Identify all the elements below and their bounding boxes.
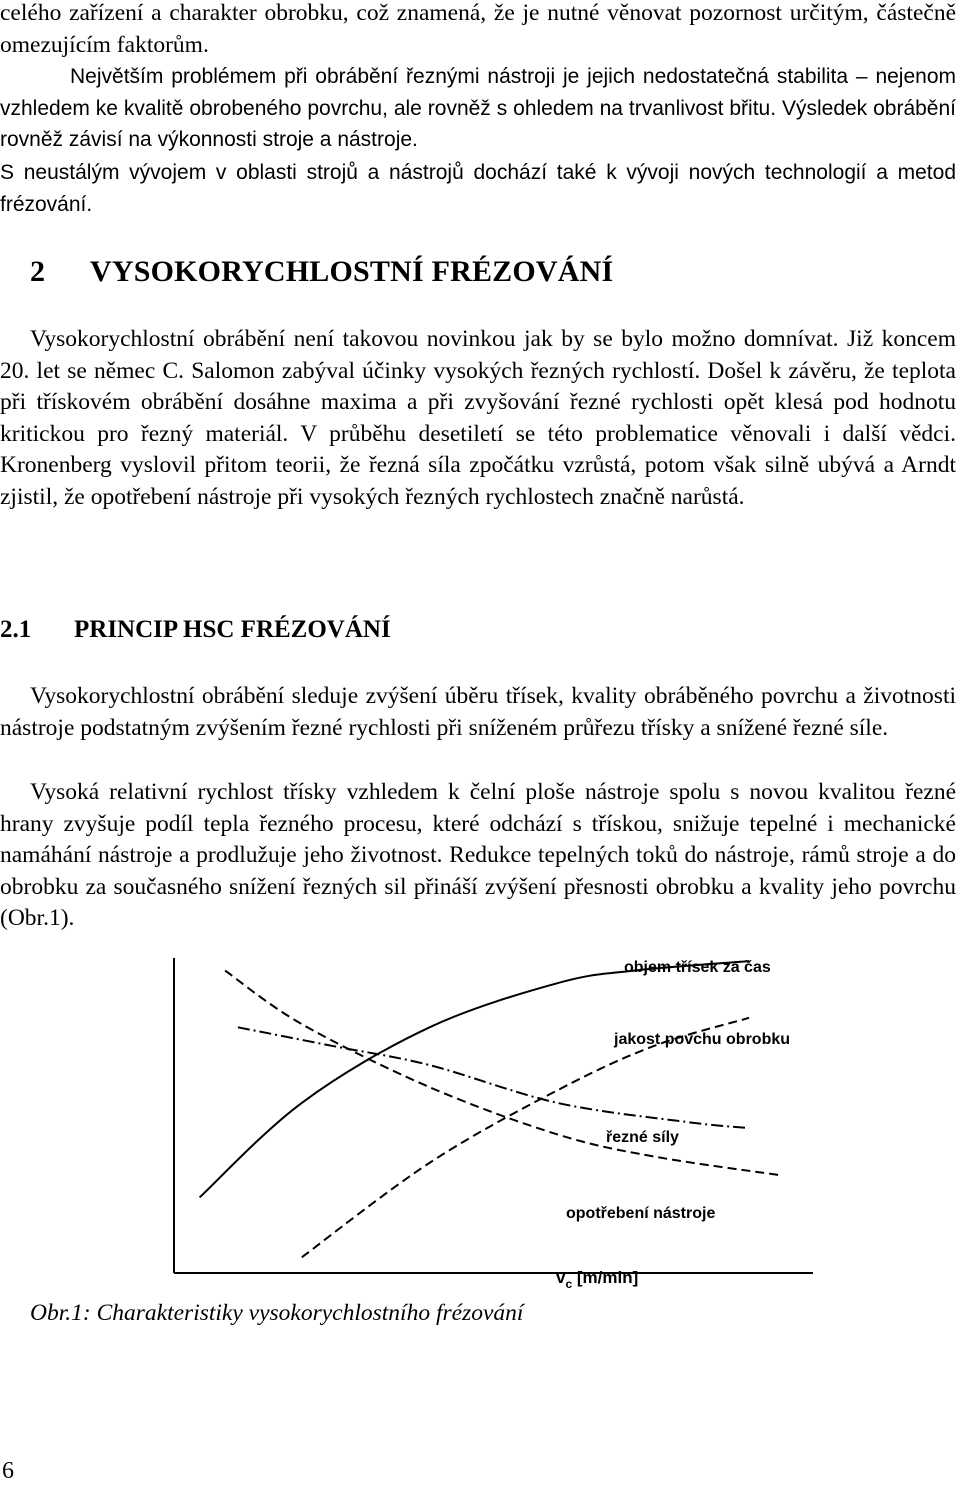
series-label-3: řezné síly (606, 1129, 679, 1146)
section-2-number: 2 (30, 255, 46, 288)
intro-paragraph-2: Největším problémem při obrábění řeznými nástroji je jejich nedostatečná stabilita – nejenom vzhledem ke kvalitě obrobeného povrchu, ale rovněž s ohledem na trvanlivost břitu. Výsledek obrábění rovněž závisí na výkonnosti stroje a nástroje. (0, 65, 956, 151)
section-2-1-heading (0, 616, 391, 644)
intro-paragraph-1: celého zařízení a charakter obrobku, což znamená, že je nutné věnovat pozornost určitým, částečně omezujícím faktorům. (0, 0, 956, 58)
section-2-1-paragraph-2: Vysoká relativní rychlost třísky vzhledem k čelní ploše nástroje spolu s novou kvalitou řezné hrany zvyšuje podíl tepla řezného procesu, které odchází s třískou, snižuje tepelné i mechanické namáhání nástroje a prodlužuje jeho životnost. Redukce tepelných toků do nástroje, rámů stroje a do obrobku za současného snížení řezných sil přináší zvýšení přesnosti obrobku a kvality jeho povrchu (Obr.1). (0, 779, 956, 931)
intro-paragraph-3: S neustálým vývojem v oblasti strojů a nástrojů dochází také k vývoji nových technologií a metod frézování. (0, 161, 956, 216)
series-label-2: jakost povchu obrobku (614, 1031, 791, 1048)
section-2-paragraph: Vysokorychlostní obrábění není takovou novinkou jak by se bylo možno domnívat. Již koncem 20. let se němec C. Salomon zabýval účinky vysokých řezných rychlostí. Došel k závěru, že teplota při třískovém obrábění dosáhne maxima a při zvyšování řezné rychlosti opět klesá pod hodnotu kritickou pro řezný materiál. V průběhu desetiletí se této problematice věnovali i další vědci. Kronenberg vyslovil přitom teorii, že řezná síla zpočátku vzrůstá, potom však silně ubývá a Arndt zjistil, že opotřebení nástroje při vysokých řezných rychlostech značně narůstá. (0, 326, 956, 510)
section-2-title: VYSOKORYCHLOSTNÍ FRÉZOVÁNÍ (90, 255, 614, 288)
series-line-4 (225, 971, 781, 1176)
section-2-1-paragraph-1: Vysokorychlostní obrábění sleduje zvýšení úběru třísek, kvality obráběného povrchu a životnosti nástroje podstatným zvýšením řezné rychlosti při sníženém průřezu třísky a snížené řezné síle. (0, 683, 956, 741)
figure-caption: Obr.1: Charakteristiky vysokorychlostního frézování (30, 1300, 524, 1326)
section-2-heading (30, 255, 613, 289)
x-axis-label: $v_c$ [m/min] (556, 1268, 639, 1291)
section-2-1-number: 2.1 (0, 616, 32, 643)
page-number: 6 (2, 1458, 14, 1484)
series-label-1: objem třísek za čas (624, 959, 771, 976)
chart-svg (148, 948, 820, 1294)
section-2-1-title: PRINCIP HSC FRÉZOVÁNÍ (74, 616, 391, 643)
figure-chart (148, 948, 820, 1294)
series-label-4: opotřebení nástroje (566, 1205, 716, 1222)
